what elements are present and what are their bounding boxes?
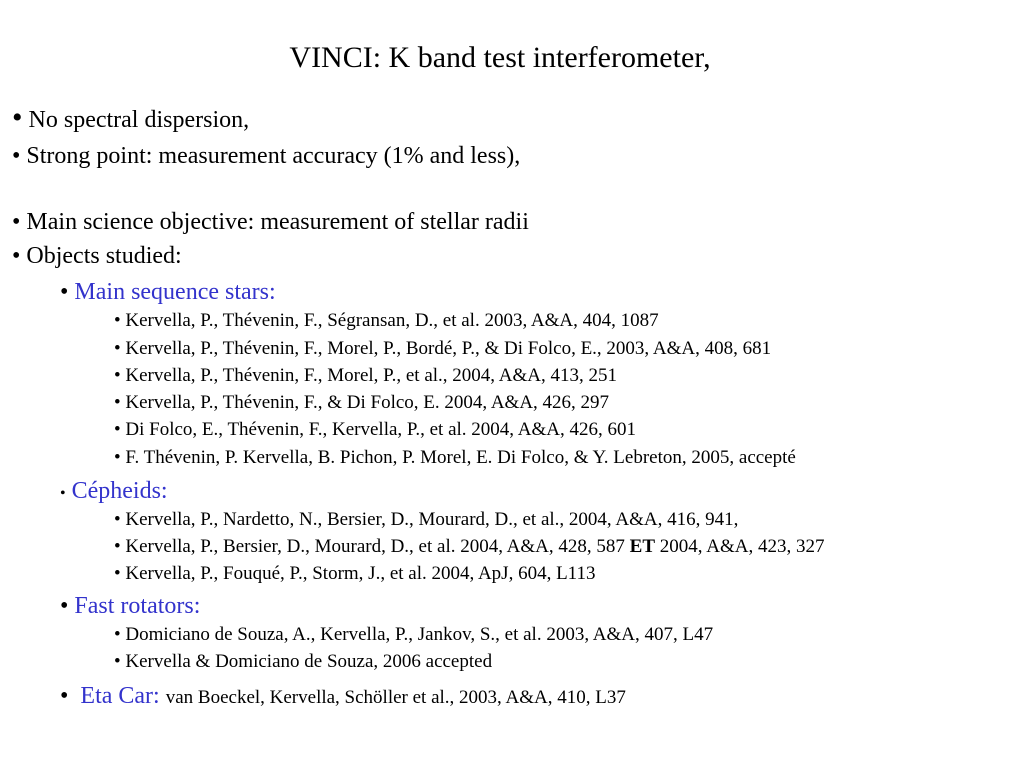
reference-item <box>114 447 796 469</box>
reference-item <box>114 310 659 332</box>
section-heading: Main sequence stars: <box>74 279 276 305</box>
reference-item <box>114 536 824 558</box>
reference-text: van Boeckel, Kervella, Schöller et al., 2003, A&A, 410, L37 <box>165 687 626 708</box>
reference-item <box>114 563 595 585</box>
bullet-text: Strong point: measurement accuracy (1% and less), <box>26 143 521 169</box>
bullet-icon: • <box>114 651 121 672</box>
section-heading: Cépheids: <box>71 478 168 504</box>
reference-text: Kervella, P., Thévenin, F., Morel, P., Bordé, P., & Di Folco, E., 2003, A&A, 408, 681 <box>125 338 772 359</box>
bullet-icon: • <box>12 209 21 235</box>
reference-text: Kervella, P., Thévenin, F., & Di Folco, E. 2004, A&A, 426, 297 <box>125 392 610 413</box>
reference-item <box>114 419 636 441</box>
section-fast-rotators <box>60 592 200 620</box>
reference-item <box>114 651 492 673</box>
bullet-icon: • <box>12 101 23 134</box>
reference-text: Kervella, P., Thévenin, F., Ségransan, D., et al. 2003, A&A, 404, 1087 <box>125 310 659 331</box>
bullet-icon: • <box>114 536 121 557</box>
reference-item <box>114 509 738 531</box>
bullet-icon: • <box>114 563 121 584</box>
reference-text: Kervella, P., Nardetto, N., Bersier, D., Mourard, D., et al., 2004, A&A, 416, 941, <box>125 509 739 530</box>
bullet-icon: • <box>60 593 69 619</box>
bullet-icon: • <box>12 143 21 169</box>
reference-text: Kervella & Domiciano de Souza, 2006 accepted <box>125 651 493 672</box>
reference-text: Kervella, P., Bersier, D., Mourard, D., et al. 2004, A&A, 428, 587 <box>125 536 625 557</box>
section-eta-car <box>60 682 626 712</box>
reference-text: 2004, A&A, 423, 327 <box>659 536 825 557</box>
bullet-text: No spectral dispersion, <box>28 107 250 133</box>
bullet-icon: • <box>114 392 121 413</box>
reference-text: Kervella, P., Thévenin, F., Morel, P., et al., 2004, A&A, 413, 251 <box>125 365 617 386</box>
reference-item <box>114 392 609 414</box>
bullet-main-science-objective <box>12 208 529 236</box>
reference-text: Kervella, P., Fouqué, P., Storm, J., et al. 2004, ApJ, 604, L113 <box>125 563 596 584</box>
bullet-icon: • <box>114 509 121 530</box>
bullet-text: Main science objective: measurement of stellar radii <box>26 209 529 235</box>
bullet-no-spectral-dispersion <box>12 101 250 134</box>
bullet-text: Objects studied: <box>26 243 182 269</box>
reference-bold-et: ET <box>629 536 656 557</box>
bullet-icon: • <box>114 310 121 331</box>
bullet-icon: • <box>114 419 121 440</box>
section-cepheids <box>60 477 168 508</box>
reference-text: F. Thévenin, P. Kervella, B. Pichon, P. Morel, E. Di Folco, & Y. Lebreton, 2005, accepté <box>125 447 796 468</box>
bullet-icon: • <box>60 279 69 305</box>
bullet-strong-point <box>12 142 520 170</box>
reference-item <box>114 365 617 387</box>
section-main-sequence-stars <box>60 278 276 306</box>
reference-item <box>114 338 771 360</box>
reference-item <box>114 624 713 646</box>
slide-title: VINCI: K band test interferometer, <box>289 41 711 74</box>
bullet-icon: • <box>60 683 69 709</box>
reference-text: Di Folco, E., Thévenin, F., Kervella, P., et al. 2004, A&A, 426, 601 <box>125 419 636 440</box>
bullet-icon: • <box>114 447 121 468</box>
bullet-icon: • <box>12 243 21 269</box>
bullet-objects-studied <box>12 242 182 270</box>
reference-text: Domiciano de Souza, A., Kervella, P., Jankov, S., et al. 2003, A&A, 407, L47 <box>125 624 714 645</box>
section-heading: Fast rotators: <box>74 593 201 619</box>
bullet-icon: • <box>114 365 121 386</box>
bullet-icon: • <box>60 485 66 502</box>
section-heading: Eta Car: <box>80 683 160 709</box>
bullet-icon: • <box>114 338 121 359</box>
bullet-icon: • <box>114 624 121 645</box>
